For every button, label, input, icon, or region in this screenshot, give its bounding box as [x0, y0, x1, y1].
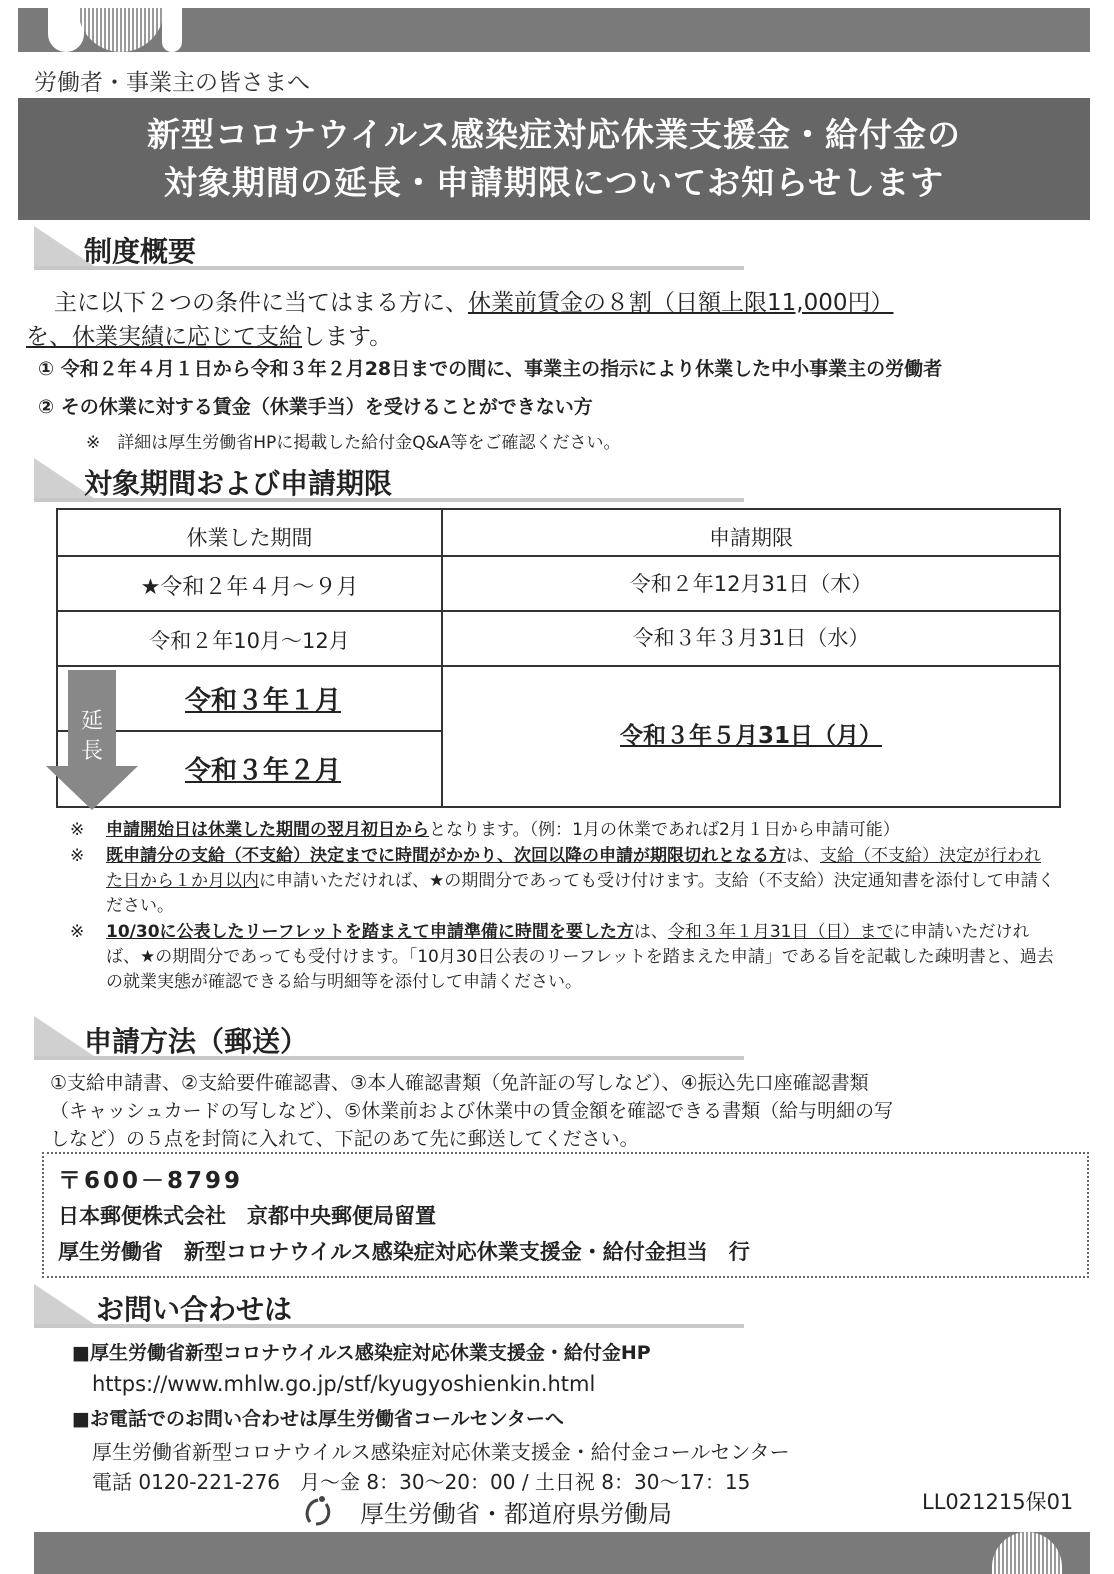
section-contact-heading: [34, 1284, 744, 1328]
table-row-2-deadline: 令和３年３月31日（水）: [632, 626, 870, 650]
table-row-1-period: ★令和２年４月～９月: [140, 575, 359, 600]
greeting: 労働者・事業主の皆さまへ: [34, 70, 310, 96]
contact-hp-label: ■厚生労働省新型コロナウイルス感染症対応休業支援金・給付金HP: [72, 1342, 651, 1364]
document-code: LL021215保01: [922, 1490, 1074, 1514]
section-periods-heading: [34, 458, 744, 502]
section-heading-label: 申請方法（郵送）: [84, 1025, 309, 1058]
call-center-name: 厚生労働省新型コロナウイルス感染症対応休業支援金・給付金コールセンター: [92, 1440, 790, 1464]
table-header-period: 休業した期間: [186, 526, 313, 550]
footer-organization: 厚生労働省・都道府県労働局: [360, 1500, 672, 1528]
mhlw-logo-icon: [302, 1494, 336, 1528]
title-line-2: 対象期間の延長・申請期限についてお知らせします: [163, 163, 945, 202]
overview-note: ※ 詳細は厚生労働省HPに掲載した給付金Q&A等をご確認ください。: [86, 433, 621, 453]
extension-label-1: 延: [80, 709, 103, 734]
method-body-line1: ①支給申請書、②支給要件確認書、③本人確認書類（免許証の写しなど）、④振込先口座確認書類: [50, 1072, 869, 1094]
table-row-2-period: 令和２年10月～12月: [149, 629, 350, 653]
table-row-3-deadline: 令和３年５月31日（月）: [619, 723, 882, 749]
table-header-deadline: 申請期限: [709, 526, 793, 550]
call-center-phone: 電話 0120-221-276 月～金 8：30～20：00 / 土日祝 8：30～17：15: [92, 1470, 751, 1494]
section-heading-label: 対象期間および申請期限: [84, 467, 393, 500]
postal-code: 〒600－8799: [58, 1168, 244, 1194]
bottom-decorative-band: [34, 1532, 1090, 1574]
title-line-1: 新型コロナウイルス感染症対応休業支援金・給付金の: [146, 115, 962, 154]
period-note-3: ※ 10/30に公表したリーフレットを踏まえて申請準備に時間を要した方は、令和３年１月31日（日）までに申請いただければ、★の期間分であっても受付けます。「10月30日公表のリーフレットを踏まえた申請」である旨を記載した疎明書と、過去の就業実態が確認できる給与明細等を添付して申請ください。: [70, 922, 1054, 992]
overview-intro-line2: を、休業実績に応じて支給します。: [26, 324, 393, 350]
table-row-3-period: 令和３年１月: [184, 686, 341, 716]
period-note-1: ※ 申請開始日は休業した期間の翌月初日からとなります。（例：1月の休業であれば2月１日から申請可能）: [70, 820, 900, 840]
contact-phone-label: ■お電話でのお問い合わせは厚生労働省コールセンターへ: [72, 1408, 564, 1430]
periods-table: [56, 508, 1061, 808]
extension-arrow-icon: [46, 670, 138, 814]
method-body-line2: （キャッシュカードの写しなど）、⑤休業前および休業中の賃金額を確認できる書類（給与明細の写: [50, 1100, 894, 1122]
section-overview-heading: [34, 226, 744, 270]
contact-url-link[interactable]: https://www.mhlw.go.jp/stf/kyugyoshienkin.html: [92, 1372, 596, 1396]
mailing-address-box: [42, 1152, 1089, 1278]
table-row-4-period: 令和３年２月: [184, 756, 341, 786]
address-line-2: 厚生労働省 新型コロナウイルス感染症対応休業支援金・給付金担当 行: [58, 1240, 750, 1264]
section-heading-label: 制度概要: [84, 235, 197, 268]
condition-1: ① 令和２年４月１日から令和３年２月28日までの間に、事業主の指示により休業した中小事業主の労働者: [38, 358, 943, 380]
section-heading-label: お問い合わせは: [96, 1293, 293, 1326]
method-body-line3: しなど）の５点を封筒に入れて、下記のあて先に郵送してください。: [50, 1128, 639, 1150]
period-note-2: ※ 既申請分の支給（不支給）決定までに時間がかかり、次回以降の申請が期限切れとなる方は、支給（不支給）決定が行われた日から１か月以内に申請いただければ、★の期間分であっても受け付けます。支給（不支給）決定通知書を添付して申請ください。: [70, 846, 1055, 916]
condition-2: ② その休業に対する賃金（休業手当）を受けることができない方: [38, 396, 593, 418]
top-decorative-band: [18, 8, 1090, 52]
table-row-1-deadline: 令和２年12月31日（木）: [629, 572, 873, 596]
overview-intro-line1: 主に以下２つの条件に当てはまる方に、休業前賃金の８割（日額上限11,000円）: [54, 290, 894, 316]
section-method-heading: [34, 1016, 744, 1060]
extension-label-2: 長: [80, 739, 103, 764]
title-banner: [18, 98, 1090, 220]
address-line-1: 日本郵便株式会社 京都中央郵便局留置: [58, 1204, 436, 1228]
